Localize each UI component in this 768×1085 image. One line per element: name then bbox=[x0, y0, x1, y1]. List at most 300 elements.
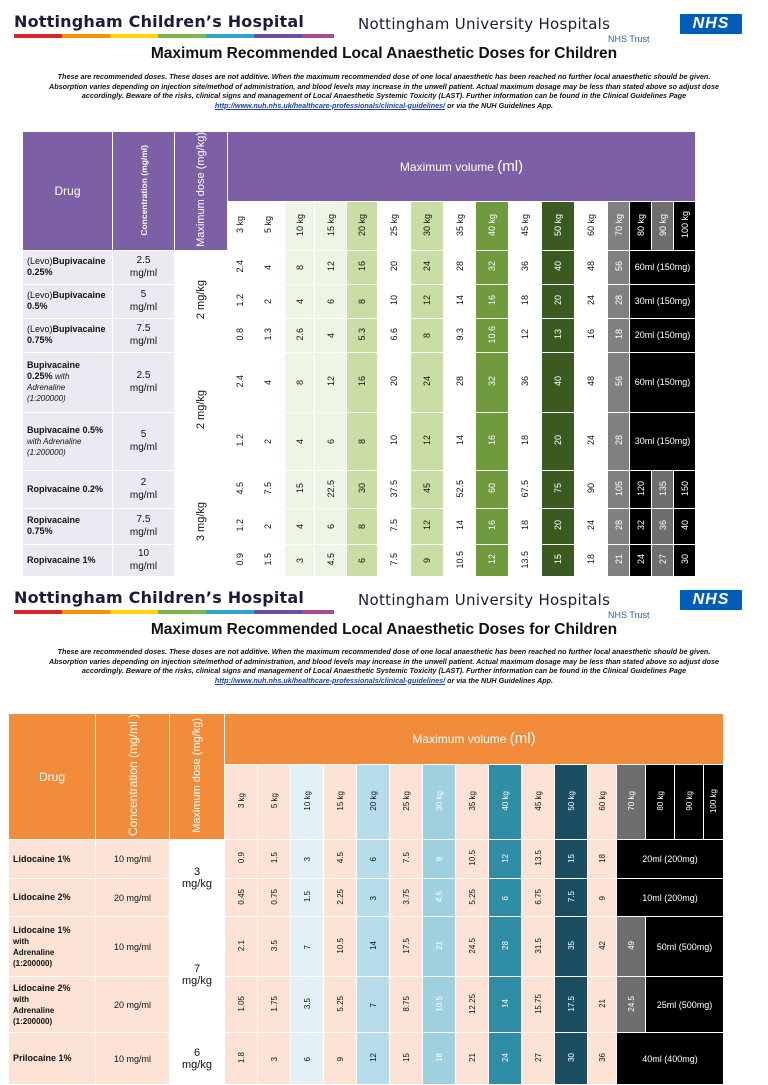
volume-cell bbox=[542, 250, 575, 284]
volume-value: 6 bbox=[325, 524, 336, 530]
volume-cell bbox=[575, 470, 608, 508]
university-hospitals-text: Nottingham University Hospitals bbox=[358, 591, 611, 609]
volume-cell bbox=[542, 318, 575, 352]
volume-value: 16 bbox=[357, 376, 367, 387]
nhs-logo: NHS bbox=[680, 14, 742, 34]
weight-header bbox=[423, 764, 456, 839]
volume-value: 4 bbox=[263, 380, 273, 386]
volume-value: 4 bbox=[325, 333, 336, 339]
volume-cell bbox=[285, 508, 315, 544]
volume-cell bbox=[291, 977, 324, 1033]
weight-label: 70 kg bbox=[613, 213, 624, 236]
max-dose-value: 2 mg/kg bbox=[195, 390, 207, 430]
volume-value: 12 bbox=[487, 554, 497, 565]
weight-label: 100 kg bbox=[679, 211, 690, 239]
max-dose-cell bbox=[170, 1033, 225, 1085]
volume-value: 5.25 bbox=[467, 888, 477, 905]
max-total-value: 50ml (500mg) bbox=[656, 941, 713, 952]
volume-value: 17.5 bbox=[401, 937, 411, 954]
volume-cell bbox=[357, 917, 390, 977]
drug-header bbox=[23, 132, 113, 251]
volume-cell bbox=[357, 1033, 390, 1085]
volume-value: 2 bbox=[263, 439, 273, 445]
weight-label: 25 kg bbox=[389, 213, 399, 236]
max-dose-value: 3 bbox=[193, 866, 201, 879]
max-dose-cell bbox=[175, 470, 228, 576]
concentration-cell bbox=[113, 250, 175, 284]
drug-name: Ropivacaine 0.2% bbox=[27, 483, 104, 494]
volume-value: 10.5 bbox=[467, 850, 477, 866]
volume-cell bbox=[608, 544, 630, 576]
volume-value: 3.5 bbox=[269, 939, 279, 952]
volume-cell bbox=[476, 250, 509, 284]
volume-value: 20 bbox=[553, 295, 563, 306]
concentration-value: 2 bbox=[140, 477, 147, 489]
volume-cell bbox=[291, 917, 324, 977]
drug-name-cell bbox=[9, 917, 96, 977]
volume-value: 12 bbox=[422, 435, 432, 446]
weight-header bbox=[390, 764, 423, 839]
volume-value: 31.5 bbox=[533, 937, 543, 954]
drug-prefix: (Levo) bbox=[27, 256, 53, 267]
volume-cell bbox=[608, 250, 630, 284]
volume-cell bbox=[444, 318, 476, 352]
volume-value: 56 bbox=[613, 376, 624, 387]
volume-value: 2.4 bbox=[234, 375, 245, 388]
concentration-header-label: Concentration (mg/ml ) bbox=[125, 714, 140, 837]
volume-cell bbox=[228, 318, 252, 352]
volume-cell bbox=[390, 1033, 423, 1085]
max-total-cell bbox=[617, 840, 724, 879]
volume-value: 5.3 bbox=[357, 328, 367, 341]
volume-value: 28 bbox=[613, 435, 624, 446]
weight-label: 10 kg bbox=[302, 791, 312, 811]
volume-value: 10.5 bbox=[335, 937, 345, 954]
volume-value: 6 bbox=[325, 439, 336, 445]
weight-label: 40 kg bbox=[500, 791, 510, 811]
sheet1-dose-table bbox=[22, 131, 696, 577]
volume-value: 13.5 bbox=[520, 550, 530, 569]
volume-cell bbox=[489, 879, 522, 917]
concentration-value: 2.5 bbox=[136, 255, 151, 267]
volume-cell bbox=[228, 508, 252, 544]
notes-tail: or via the NUH Guidelines App. bbox=[445, 100, 554, 110]
weight-header bbox=[652, 201, 674, 250]
volume-cell bbox=[252, 352, 285, 412]
max-volume-unit: (ml) bbox=[509, 730, 536, 748]
volume-cell bbox=[522, 840, 555, 879]
volume-value: 4.5 bbox=[325, 553, 336, 566]
volume-cell bbox=[423, 1033, 456, 1085]
volume-value: 9 bbox=[422, 558, 432, 564]
drug-modifier: Adrenaline bbox=[27, 383, 66, 393]
volume-cell bbox=[476, 544, 509, 576]
max-dose-value: 2 mg/kg bbox=[195, 280, 207, 320]
volume-cell bbox=[324, 917, 357, 977]
max-dose-value: 6 bbox=[193, 1046, 201, 1059]
weight-label: 5 kg bbox=[269, 793, 279, 809]
volume-cell bbox=[347, 352, 378, 412]
weight-header bbox=[285, 201, 315, 250]
volume-cell bbox=[476, 318, 509, 352]
nhs-trust-text: NHS Trust bbox=[608, 610, 650, 620]
volume-cell bbox=[258, 840, 291, 879]
volume-cell bbox=[588, 917, 617, 977]
volume-value: 12.25 bbox=[467, 993, 477, 1014]
volume-cell bbox=[542, 352, 575, 412]
weight-header bbox=[476, 201, 509, 250]
drug-name-cell bbox=[23, 250, 113, 284]
volume-cell bbox=[476, 284, 509, 318]
drug-header-label: Drug bbox=[38, 769, 65, 784]
volume-value: 3 bbox=[302, 857, 312, 862]
sheet1-title: Maximum Recommended Local Anaesthetic Doses for Children bbox=[150, 45, 618, 62]
weight-label: 20 kg bbox=[357, 213, 367, 236]
table-row bbox=[23, 412, 696, 470]
weight-header bbox=[542, 201, 575, 250]
volume-cell bbox=[411, 284, 444, 318]
weight-header bbox=[646, 764, 675, 839]
max-dose-header-label: Maximum dose (mg/kg) bbox=[191, 717, 203, 833]
volume-value: 35 bbox=[566, 941, 576, 950]
weight-header bbox=[411, 201, 444, 250]
concentration-cell bbox=[113, 412, 175, 470]
volume-cell bbox=[588, 977, 617, 1033]
weight-header bbox=[444, 201, 476, 250]
notes-line: accordingly. Beware of the risks, clinical signs and management of Local Anaesthetic Systemic Toxicity (LAST). Further information can be found in the Clinical Guidelines Page bbox=[81, 91, 687, 100]
volume-cell bbox=[285, 318, 315, 352]
volume-cell bbox=[509, 318, 542, 352]
drug-name: Lidocaine 2% bbox=[13, 982, 71, 993]
volume-value: 0.9 bbox=[236, 852, 246, 864]
max-total-value: 40ml (400mg) bbox=[642, 1053, 698, 1064]
volume-cell bbox=[357, 879, 390, 917]
volume-cell bbox=[555, 840, 588, 879]
volume-cell bbox=[225, 840, 258, 879]
weight-header bbox=[617, 764, 646, 839]
max-total-value: 10ml (200mg) bbox=[642, 892, 698, 903]
volume-value: 2.25 bbox=[335, 888, 345, 905]
concentration-cell bbox=[113, 508, 175, 544]
volume-cell bbox=[617, 977, 646, 1033]
max-dose-value: 3 mg/kg bbox=[195, 502, 207, 542]
concentration-cell bbox=[113, 470, 175, 508]
volume-cell bbox=[444, 284, 476, 318]
volume-value: 12 bbox=[325, 261, 336, 272]
volume-value: 7 bbox=[302, 944, 312, 950]
volume-cell bbox=[555, 1033, 588, 1085]
weight-header bbox=[704, 764, 724, 839]
volume-value: 75 bbox=[553, 483, 563, 494]
volume-cell bbox=[378, 284, 411, 318]
volume-cell bbox=[617, 917, 646, 977]
volume-value: 48 bbox=[586, 376, 596, 387]
volume-cell bbox=[456, 840, 489, 879]
volume-cell bbox=[411, 508, 444, 544]
volume-value: 40 bbox=[679, 520, 690, 531]
max-dose-header bbox=[175, 132, 228, 251]
volume-cell bbox=[456, 977, 489, 1033]
concentration-unit: mg/ml bbox=[129, 302, 158, 314]
concentration-cell bbox=[96, 840, 170, 879]
volume-cell bbox=[228, 284, 252, 318]
volume-value: 56 bbox=[613, 261, 624, 272]
drug-header-label: Drug bbox=[54, 183, 81, 198]
volume-cell bbox=[555, 917, 588, 977]
volume-cell bbox=[258, 879, 291, 917]
volume-cell bbox=[489, 840, 522, 879]
volume-cell bbox=[252, 318, 285, 352]
guidelines-link[interactable]: http://www.nuh.nhs.uk/healthcare-professionals/clinical-guidelines/ bbox=[214, 675, 446, 685]
nhs-logo: NHS bbox=[680, 590, 742, 610]
drug-name: Bupivacaine bbox=[52, 324, 106, 335]
drug-name: Lidocaine 1% bbox=[13, 853, 71, 864]
volume-cell bbox=[575, 318, 608, 352]
volume-cell bbox=[411, 250, 444, 284]
drug-strength: 0.25% bbox=[27, 267, 53, 278]
volume-cell bbox=[608, 412, 630, 470]
volume-cell bbox=[522, 917, 555, 977]
volume-cell bbox=[324, 840, 357, 879]
drug-strength: 0.25% bbox=[27, 371, 53, 382]
volume-cell bbox=[630, 544, 652, 576]
volume-cell bbox=[509, 250, 542, 284]
weight-header bbox=[228, 201, 252, 250]
volume-cell bbox=[588, 840, 617, 879]
volume-cell bbox=[509, 470, 542, 508]
table-row bbox=[9, 840, 724, 879]
max-dose-cell bbox=[175, 250, 228, 352]
weight-label: 10 kg bbox=[294, 213, 305, 236]
drug-name-cell bbox=[23, 544, 113, 576]
volume-cell bbox=[575, 352, 608, 412]
volume-cell bbox=[522, 879, 555, 917]
concentration-unit: mg/ml bbox=[129, 490, 158, 502]
table-row bbox=[23, 284, 696, 318]
weight-label: 20 kg bbox=[368, 791, 378, 811]
volume-value: 120 bbox=[635, 480, 646, 496]
drug-prefix: (Levo) bbox=[27, 290, 53, 301]
concentration-value: 10 mg/ml bbox=[113, 854, 151, 865]
weight-header bbox=[509, 201, 542, 250]
weight-label: 25 kg bbox=[401, 791, 411, 811]
volume-value: 8 bbox=[422, 333, 432, 339]
volume-value: 36 bbox=[657, 520, 668, 531]
weight-header bbox=[291, 764, 324, 839]
volume-value: 7 bbox=[368, 1002, 378, 1008]
weight-header bbox=[608, 201, 630, 250]
volume-value: 24 bbox=[422, 261, 432, 272]
volume-cell bbox=[390, 917, 423, 977]
volume-value: 2.4 bbox=[234, 260, 245, 273]
weight-header bbox=[315, 201, 347, 250]
weight-header bbox=[675, 764, 704, 839]
volume-value: 22.5 bbox=[325, 479, 336, 498]
table-row bbox=[23, 318, 696, 352]
volume-cell bbox=[324, 879, 357, 917]
header-row bbox=[23, 132, 696, 202]
volume-value: 14 bbox=[368, 941, 378, 950]
drug-name-cell bbox=[9, 1033, 96, 1085]
sheet1-notes bbox=[8, 72, 760, 110]
drug-name: Ropivacaine 1% bbox=[27, 554, 96, 565]
volume-cell bbox=[378, 250, 411, 284]
max-dose-cell bbox=[170, 840, 225, 917]
childrens-hospital-logo-text: Nottingham Children’s Hospital bbox=[14, 12, 305, 31]
weight-header bbox=[252, 201, 285, 250]
volume-cell bbox=[489, 917, 522, 977]
concentration-value: 20 mg/ml bbox=[113, 999, 151, 1010]
volume-cell bbox=[588, 1033, 617, 1085]
volume-value: 16 bbox=[487, 295, 497, 306]
volume-value: 3 bbox=[269, 1056, 279, 1062]
volume-cell bbox=[315, 508, 347, 544]
rainbow-stripe bbox=[14, 610, 334, 614]
volume-value: 0.75 bbox=[269, 888, 279, 905]
volume-cell bbox=[285, 284, 315, 318]
volume-cell bbox=[228, 250, 252, 284]
drug-name-cell bbox=[9, 977, 96, 1033]
drug-name: Bupivacaine bbox=[27, 360, 81, 371]
volume-cell bbox=[489, 977, 522, 1033]
volume-cell bbox=[225, 917, 258, 977]
drug-name-cell bbox=[9, 840, 96, 879]
volume-value: 12 bbox=[500, 853, 510, 863]
volume-value: 8 bbox=[357, 439, 367, 445]
volume-value: 28 bbox=[613, 520, 624, 531]
sheet2-notes bbox=[8, 647, 760, 685]
weight-label: 5 kg bbox=[263, 216, 273, 234]
drug-modifier: (1:200000) bbox=[27, 394, 66, 404]
weight-label: 45 kg bbox=[520, 213, 530, 236]
volume-value: 60 bbox=[487, 483, 497, 494]
volume-value: 4.5 bbox=[335, 852, 345, 864]
weight-header bbox=[522, 764, 555, 839]
max-total-value: 30ml (150mg) bbox=[634, 296, 691, 307]
volume-cell bbox=[347, 284, 378, 318]
volume-cell bbox=[390, 879, 423, 917]
drug-header bbox=[9, 714, 96, 840]
concentration-cell bbox=[96, 1033, 170, 1085]
volume-cell bbox=[630, 470, 652, 508]
volume-value: 9 bbox=[434, 857, 444, 862]
volume-cell bbox=[575, 544, 608, 576]
guidelines-link[interactable]: http://www.nuh.nhs.uk/healthcare-professionals/clinical-guidelines/ bbox=[214, 100, 446, 110]
volume-cell bbox=[347, 508, 378, 544]
volume-value: 15.75 bbox=[533, 993, 543, 1014]
max-total-cell bbox=[617, 1033, 724, 1085]
volume-value: 20 bbox=[389, 261, 399, 272]
volume-value: 18 bbox=[434, 1053, 444, 1062]
volume-cell bbox=[285, 544, 315, 576]
volume-cell bbox=[347, 470, 378, 508]
volume-value: 4.5 bbox=[234, 482, 245, 495]
max-dose-unit: mg/kg bbox=[182, 974, 212, 987]
volume-value: 1.5 bbox=[263, 553, 273, 566]
volume-value: 49 bbox=[626, 941, 636, 950]
volume-value: 10 bbox=[389, 435, 399, 446]
table-row bbox=[9, 917, 724, 977]
volume-value: 1.5 bbox=[269, 852, 279, 864]
drug-modifier: Adrenaline bbox=[13, 947, 55, 957]
volume-cell bbox=[252, 544, 285, 576]
volume-value: 8 bbox=[357, 524, 367, 530]
volume-cell bbox=[347, 250, 378, 284]
volume-cell bbox=[476, 470, 509, 508]
volume-cell bbox=[378, 470, 411, 508]
volume-value: 24 bbox=[422, 376, 432, 387]
drug-modifier: with bbox=[13, 936, 29, 946]
volume-cell bbox=[674, 544, 696, 576]
concentration-value: 7.5 bbox=[136, 514, 151, 526]
drug-modifier: (1:200000) bbox=[27, 447, 66, 457]
max-dose-cell bbox=[175, 352, 228, 470]
table-row bbox=[9, 1033, 724, 1085]
volume-cell bbox=[608, 318, 630, 352]
max-total-cell bbox=[630, 412, 696, 470]
volume-cell bbox=[476, 412, 509, 470]
volume-value: 27 bbox=[533, 1053, 543, 1062]
volume-value: 2.1 bbox=[236, 939, 246, 952]
drug-name-cell bbox=[23, 470, 113, 508]
weight-label: 100 kg bbox=[709, 788, 718, 813]
volume-value: 8 bbox=[294, 380, 305, 386]
notes-line: These are recommended doses. These doses are not additive. When the maximum recommended dose of one local anaesthetic has been reached no further local anaesthetic should be given. bbox=[57, 647, 711, 656]
volume-cell bbox=[315, 412, 347, 470]
drug-modifier: Adrenaline bbox=[13, 1005, 55, 1015]
volume-cell bbox=[489, 1033, 522, 1085]
concentration-cell bbox=[113, 284, 175, 318]
concentration-unit: mg/ml bbox=[129, 442, 158, 454]
volume-cell bbox=[608, 470, 630, 508]
volume-cell bbox=[423, 977, 456, 1033]
concentration-unit: mg/ml bbox=[129, 268, 158, 280]
drug-strength: 0.5% bbox=[27, 301, 48, 312]
weight-header bbox=[674, 201, 696, 250]
max-dose-cell bbox=[170, 917, 225, 1033]
header-row bbox=[9, 714, 724, 765]
weight-header bbox=[378, 201, 411, 250]
volume-value: 3.75 bbox=[401, 888, 411, 905]
volume-cell bbox=[674, 508, 696, 544]
max-dose-unit: mg/kg bbox=[182, 878, 212, 891]
concentration-cell bbox=[96, 917, 170, 977]
volume-cell bbox=[444, 544, 476, 576]
volume-value: 20 bbox=[553, 520, 563, 531]
concentration-cell bbox=[113, 544, 175, 576]
rainbow-stripe bbox=[14, 34, 334, 38]
volume-value: 9 bbox=[335, 1056, 345, 1062]
volume-value: 10.5 bbox=[434, 995, 444, 1012]
concentration-value: 5 bbox=[140, 289, 147, 301]
volume-cell bbox=[228, 352, 252, 412]
max-total-cell bbox=[630, 250, 696, 284]
table-row bbox=[23, 544, 696, 576]
weight-label: 90 kg bbox=[684, 791, 694, 811]
volume-cell bbox=[575, 284, 608, 318]
volume-value: 1.75 bbox=[269, 995, 279, 1012]
volume-value: 28 bbox=[454, 376, 465, 387]
max-dose-value: 7 bbox=[193, 962, 201, 975]
volume-cell bbox=[378, 508, 411, 544]
volume-cell bbox=[423, 840, 456, 879]
volume-value: 12 bbox=[422, 520, 432, 531]
volume-cell bbox=[390, 840, 423, 879]
volume-cell bbox=[315, 352, 347, 412]
volume-cell bbox=[252, 250, 285, 284]
weight-label: 3 kg bbox=[236, 793, 246, 809]
concentration-header bbox=[113, 132, 175, 251]
